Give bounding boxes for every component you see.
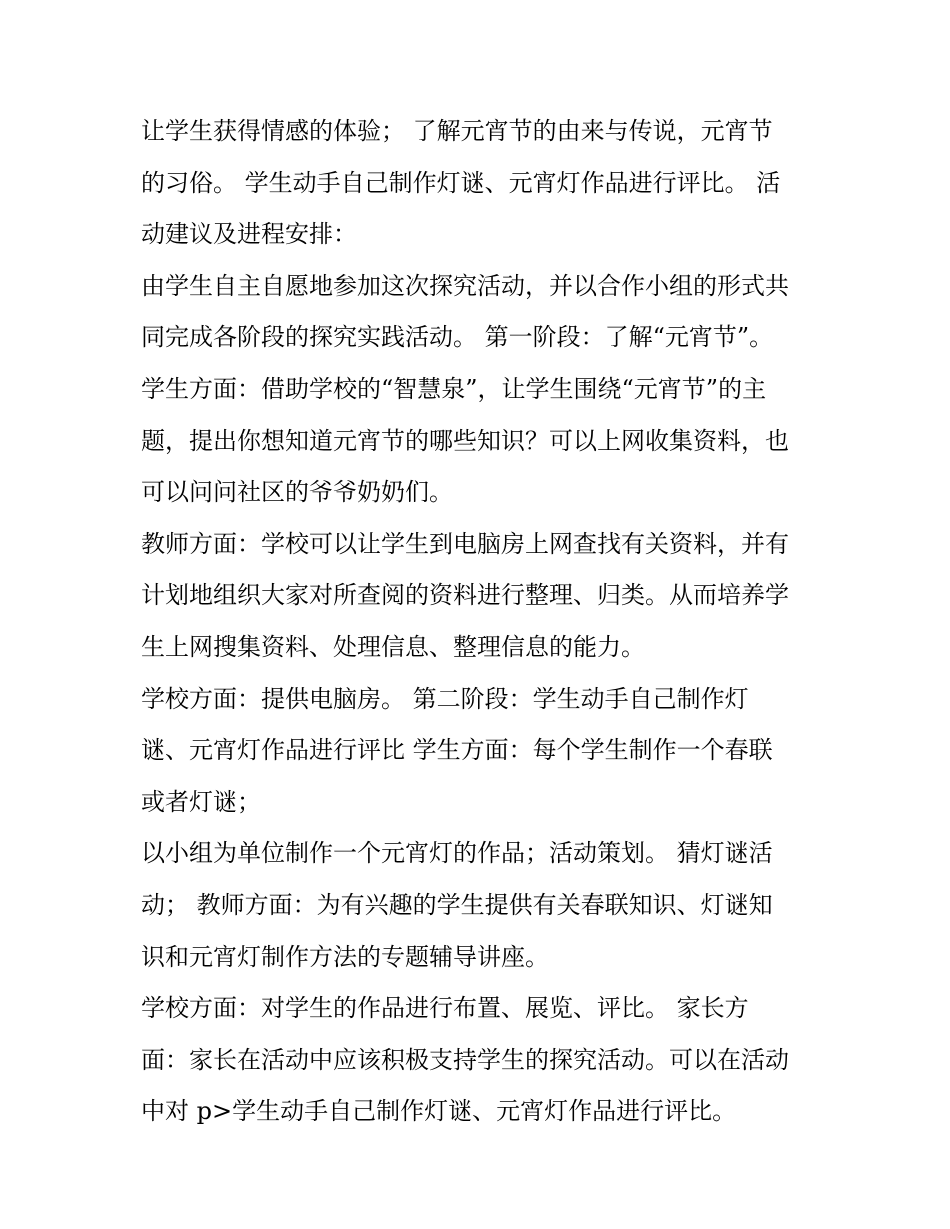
text-line-10: 计划地组织大家对所查阅的资料进行整理、归类。从而培养学: [141, 581, 789, 610]
text-line-14: 或者灯谜；: [141, 787, 261, 816]
text-line-4: 由学生自主自愿地参加这次探究活动，并以合作小组的形式共: [141, 271, 789, 300]
text-line-5: 同完成各阶段的探究实践活动。 第一阶段：了解“元宵节”。: [141, 323, 774, 352]
text-line-8: 可以问问社区的爷爷奶奶们。: [141, 478, 453, 507]
text-line-2: 的习俗。 学生动手自己制作灯谜、元宵灯作品进行评比。 活: [141, 168, 781, 197]
text-line-13: 谜、元宵灯作品进行评比 学生方面：每个学生制作一个春联: [141, 736, 773, 765]
text-line-1: 让学生获得情感的体验； 了解元宵节的由来与传说，元宵节: [141, 117, 773, 145]
text-line-19: 面：家长在活动中应该积极支持学生的探究活动。可以在活动: [141, 1045, 789, 1074]
text-line-7: 题，提出你想知道元宵节的哪些知识？可以上网收集资料，也: [141, 426, 789, 455]
text-line-12: 学校方面：提供电脑房。 第二阶段：学生动手自己制作灯: [141, 684, 749, 713]
text-line-11: 生上网搜集资料、处理信息、整理信息的能力。: [141, 632, 645, 661]
document-body: [141, 106, 813, 1138]
text-line-18: 学校方面：对学生的作品进行布置、展览、评比。 家长方: [141, 994, 749, 1023]
text-line-17: 识和元宵灯制作方法的专题辅导讲座。: [141, 942, 549, 971]
text-line-9: 教师方面：学校可以让学生到电脑房上网查找有关资料，并有: [141, 529, 789, 558]
text-line-20: 中对 p>学生动手自己制作灯谜、元宵灯作品进行评比。: [141, 1097, 737, 1126]
text-line-6: 学生方面：借助学校的“智慧泉”，让学生围绕“元宵节”的主: [141, 374, 767, 403]
text-line-3: 动建议及进程安排：: [141, 220, 357, 249]
text-line-15: 以小组为单位制作一个元宵灯的作品；活动策划。 猜灯谜活: [141, 839, 773, 868]
text-line-16: 动； 教师方面：为有兴趣的学生提供有关春联知识、灯谜知: [141, 890, 773, 919]
